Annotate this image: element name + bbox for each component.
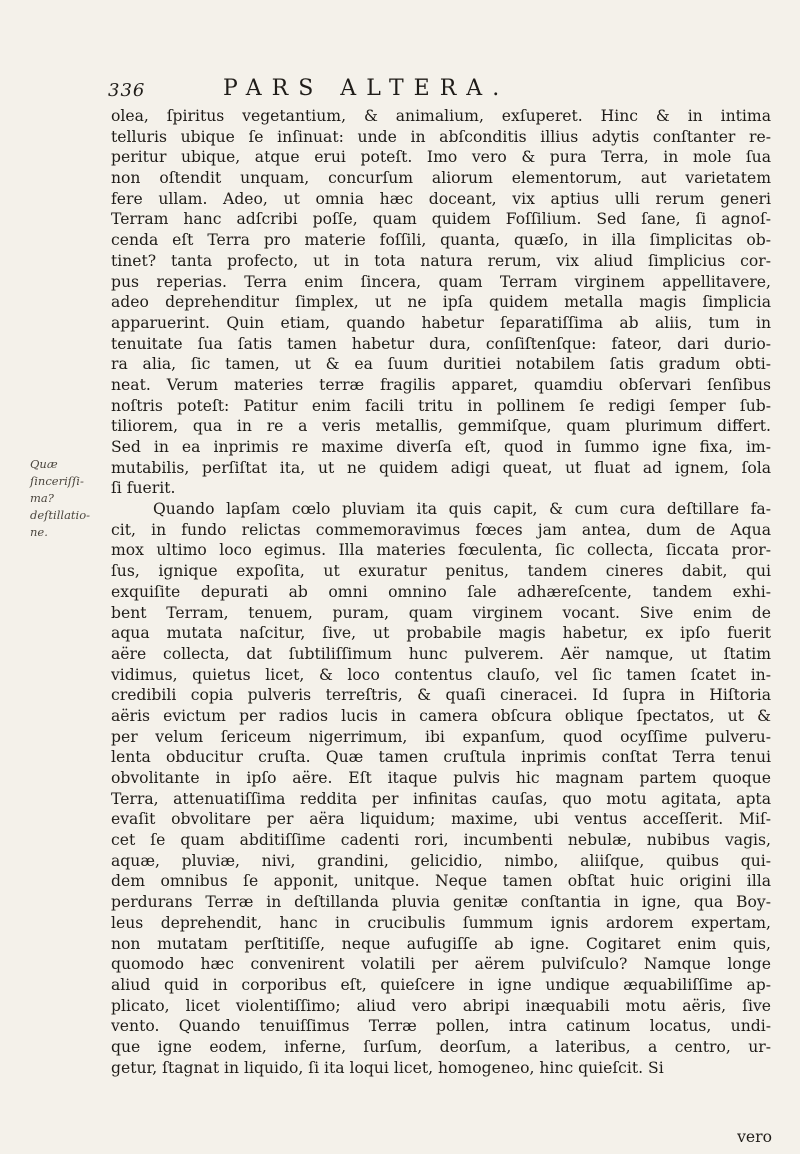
text-line: noſtris poteſt: Patitur enim facili tritu in pollinem ſe redigi ſemper ſub- (111, 396, 771, 415)
page-header (108, 76, 668, 104)
text-line: plicato, licet violentiſſimo; aliud vero abripi inæquabili motu aëris, ſive (111, 996, 771, 1015)
page-number: 336 (108, 80, 146, 101)
text-line: ra alia, ſic tamen, ut & ea ſuum duritiei notabilem ſatis gradum obti- (111, 355, 771, 374)
text-line: mutabilis, perſiſtat ita, ut ne quidem adigi queat, ut fluat ad ignem, ſola (111, 458, 771, 477)
text-line: aqua mutata naſcitur, ſive, ut probabile magis habetur, ex ipſo fuerit (111, 624, 771, 643)
text-line: adeo deprehenditur ſimplex, ut ne ipſa quidem metalla magis ſimplicia (111, 293, 771, 312)
text-line: ſus, ignique expoſita, ut exuratur penitus, tandem cineres dabit, qui (111, 562, 771, 581)
text-line: evaſit obvolitare per aëra liquidum; maxime, ubi ventus acceſſerit. Miſ- (111, 810, 771, 829)
margin-note: Quæ ſinceriſſi-ma? deſtillatio-ne. (30, 457, 91, 539)
text-line: olea, ſpiritus vegetantium, & animalium, exſuperet. Hinc & in intima (111, 107, 771, 125)
text-line: peritur ubique, atque erui poteſt. Imo vero & pura Terra, in mole ſua (111, 148, 771, 167)
text-line: non mutatam perſtitiſſe, neque aufugiſſe ab igne. Cogitaret enim quis, (111, 934, 771, 953)
text-line: quomodo hæc convenirent volatili per aërem pulviſculo? Namque longe (111, 955, 771, 974)
text-line: pus reperias. Terra enim ſincera, quam Terram virginem appellitavere, (111, 272, 771, 291)
text-line: tinet? tanta profecto, ut in tota natura rerum, vix aliud ſimplicius cor- (111, 251, 771, 270)
text-line: vidimus, quietus licet, & loco contentus clauſo, vel ſic tamen ſcatet in- (111, 665, 771, 684)
text-line: leus deprehendit, hanc in crucibulis ſummum ignis ardorem expertam, (111, 913, 771, 932)
text-line: cit, in fundo relictas commemoravimus fœces jam antea, dum de Aqua (111, 520, 771, 539)
text-line: cenda eſt Terra pro materie foſſili, quanta, quæſo, in illa ſimplicitas ob- (111, 231, 771, 250)
text-line: neat. Verum materies terræ fragilis apparet, quamdiu obſervari ſenſibus (111, 375, 771, 394)
text-line: aquæ, pluviæ, nivi, grandini, gelicidio, nimbo, aliiſque, quibus qui- (111, 851, 771, 870)
text-line: Sed in ea inprimis re maxime diverſa eſt, quod in ſummo igne fixa, im- (111, 438, 771, 456)
text-line: getur, ſtagnat in liquido, ſi ita loqui licet, homogeneo, hinc quieſcit. Si (111, 1058, 664, 1077)
text-line: aëre collecta, dat ſubtiliſſimum hunc pulverem. Aër namque, ut ſtatim (111, 644, 771, 663)
text-line: cet ſe quam abditiſſime cadenti rori, incumbenti nebulæ, nubibus vagis, (111, 831, 771, 850)
text-line: dem omnibus ſe apponit, unitque. Neque tamen obſtat huic origini illa (111, 872, 771, 891)
text-line: bent Terram, tenuem, puram, quam virginem vocant. Sive enim de (111, 603, 771, 622)
text-line: tenuitate ſua ſatis tamen habetur dura, conſiſtenſque: fateor, dari durio- (111, 334, 771, 353)
body-text (111, 106, 771, 1078)
text-line: Quando lapſam cœlo pluviam ita quis capit, & cum cura deſtillare fa- (153, 500, 771, 519)
text-line: perdurans Terræ in deſtillanda pluvia genitæ conſtantia in igne, qua Boy- (111, 893, 771, 912)
text-line: que igne eodem, inferne, ſurſum, deorſum, a lateribus, a centro, ur- (111, 1037, 771, 1056)
text-line: Terra, attenuatiſſima reddita per infinitas cauſas, quo motu agitata, apta (111, 789, 771, 808)
text-line: non oſtendit unquam, concurſum aliorum elementorum, aut varietatem (111, 169, 771, 188)
running-head: PARS ALTERA. (223, 76, 510, 101)
text-line: fere ullam. Adeo, ut omnia hæc doceant, vix aptius ulli rerum generi (111, 189, 771, 208)
text-line: aliud quid in corporibus eſt, quieſcere in igne undique æquabiliſſime ap- (111, 975, 771, 994)
text-line: obvolitante in ipſo aëre. Eſt itaque pulvis hic magnam partem quoque (111, 769, 771, 787)
text-line: apparuerint. Quin etiam, quando habetur ſeparatiſſima ab aliis, tum in (111, 313, 771, 332)
text-line: per velum ſericeum nigerrimum, ibi expanſum, quod ocyſſime pulveru- (111, 727, 771, 746)
text-line: Terram hanc adſcribi poſſe, quam quidem Foſſilium. Sed ſane, ſi agnoſ- (111, 210, 771, 229)
text-line: lenta obducitur cruſta. Quæ tamen cruſtula inprimis conſtat Terra tenui (111, 748, 771, 767)
text-line: aëris evictum per radios lucis in camera obſcura oblique ſpectatos, ut & (111, 706, 771, 725)
text-line: telluris ubique ſe inſinuat: unde in abſconditis illius adytis conſtanter re- (111, 127, 771, 146)
catchword: vero (737, 1128, 772, 1146)
text-line: mox ultimo loco egimus. Illa materies fœculenta, ſic collecta, ſiccata pror- (111, 541, 771, 560)
text-line: exquiſite depurati ab omni omnino ſale adhæreſcente, tandem exhi- (111, 582, 771, 601)
text-line: tiliorem, qua in re a veris metallis, gemmiſque, quam plurimum differt. (111, 417, 771, 436)
text-line: credibili copia pulveris terreſtris, & quaſi cineracei. Id ſupra in Hiſtoria (111, 686, 771, 705)
text-line: ſi fuerit. (111, 479, 176, 498)
text-line: vento. Quando tenuiſſimus Terræ pollen, intra catinum locatus, undi- (111, 1017, 771, 1036)
